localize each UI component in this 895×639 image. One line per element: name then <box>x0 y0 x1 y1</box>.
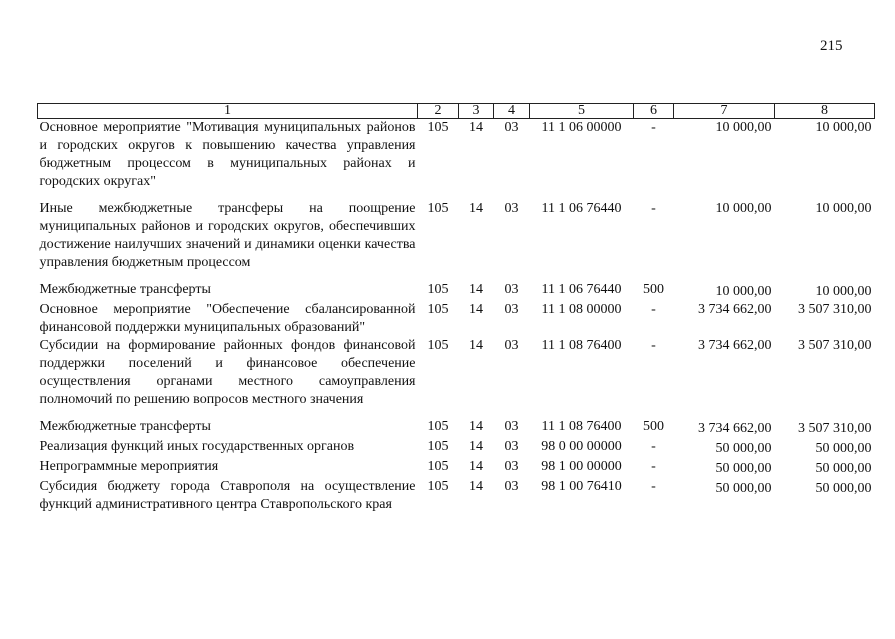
cell-subsection: 03 <box>504 338 519 353</box>
cell-amount-1: 50 000,00 <box>715 441 772 456</box>
column-header-1: 1 <box>38 104 418 119</box>
cell-section: 14 <box>469 201 483 216</box>
cell-amount-1: 10 000,00 <box>715 284 772 299</box>
cell-subsection: 03 <box>504 282 519 297</box>
cell-amount-2: 10 000,00 <box>815 120 872 135</box>
cell-amount-1: 3 734 662,00 <box>698 421 772 436</box>
cell-subsection: 03 <box>504 459 519 474</box>
cell-amount-2: 3 507 310,00 <box>798 302 872 317</box>
cell-amount-2: 50 000,00 <box>815 481 872 496</box>
cell-expense-type: 500 <box>643 282 664 297</box>
cell-target-article: 11 1 08 76400 <box>541 419 622 434</box>
cell-expense-type: - <box>651 479 656 494</box>
cell-ministry: 105 <box>427 120 449 135</box>
cell-amount-2: 3 507 310,00 <box>798 338 872 353</box>
cell-ministry: 105 <box>427 201 449 216</box>
cell-section: 14 <box>469 419 483 434</box>
table-row <box>38 337 875 418</box>
cell-subsection: 03 <box>504 479 519 494</box>
cell-expense-type: 500 <box>643 419 664 434</box>
row-name: Непрограммные мероприятия <box>39 459 219 474</box>
page-number: 215 <box>820 38 843 54</box>
row-name: Реализация функций иных государственных органов <box>39 439 355 454</box>
cell-amount-2: 50 000,00 <box>815 441 872 456</box>
cell-ministry: 105 <box>427 302 449 317</box>
row-name: Межбюджетные трансферты <box>39 419 211 434</box>
cell-amount-1: 50 000,00 <box>715 461 772 476</box>
cell-section: 14 <box>469 439 483 454</box>
cell-amount-1: 3 734 662,00 <box>698 302 772 317</box>
cell-amount-1: 50 000,00 <box>715 481 772 496</box>
cell-subsection: 03 <box>504 120 519 135</box>
column-header-6: 6 <box>634 104 674 119</box>
column-header-2: 2 <box>418 104 459 119</box>
cell-target-article: 11 1 06 76440 <box>541 282 622 297</box>
cell-subsection: 03 <box>504 439 519 454</box>
cell-section: 14 <box>469 479 483 494</box>
cell-target-article: 11 1 08 00000 <box>541 302 622 317</box>
cell-ministry: 105 <box>427 419 449 434</box>
column-header-8: 8 <box>775 104 875 119</box>
cell-amount-2: 50 000,00 <box>815 461 872 476</box>
cell-subsection: 03 <box>504 201 519 216</box>
cell-target-article: 98 0 00 00000 <box>541 439 622 454</box>
cell-target-article: 11 1 06 76440 <box>541 201 622 216</box>
table-row <box>38 438 875 458</box>
cell-target-article: 98 1 00 00000 <box>541 459 622 474</box>
cell-amount-2: 10 000,00 <box>815 201 872 216</box>
cell-expense-type: - <box>651 302 656 317</box>
cell-section: 14 <box>469 302 483 317</box>
table-row <box>38 478 875 514</box>
cell-section: 14 <box>469 282 483 297</box>
table-row <box>38 281 875 301</box>
cell-expense-type: - <box>651 120 656 135</box>
table-row <box>38 301 875 337</box>
cell-amount-1: 10 000,00 <box>715 120 772 135</box>
cell-section: 14 <box>469 459 483 474</box>
column-header-7: 7 <box>674 104 775 119</box>
row-name: Межбюджетные трансферты <box>39 282 211 297</box>
cell-subsection: 03 <box>504 419 519 434</box>
cell-amount-1: 10 000,00 <box>715 201 772 216</box>
table-row <box>38 458 875 478</box>
cell-amount-2: 10 000,00 <box>815 284 872 299</box>
row-name: Основное мероприятие "Мотивация муниципальных районов и городских округов к повышению качества управления бюджетным процессом в муниципальных районах и городских округах" <box>39 120 416 189</box>
cell-target-article: 11 1 06 00000 <box>541 120 622 135</box>
cell-target-article: 98 1 00 76410 <box>541 479 622 494</box>
row-name: Субсидия бюджету города Ставрополя на осуществление функций административного центра Ставропольского края <box>39 479 416 512</box>
row-name: Основное мероприятие "Обеспечение сбалансированной финансовой поддержки муниципальных образований" <box>39 302 416 335</box>
cell-ministry: 105 <box>427 459 449 474</box>
table-row <box>38 200 875 281</box>
column-header-4: 4 <box>494 104 530 119</box>
cell-ministry: 105 <box>427 338 449 353</box>
cell-section: 14 <box>469 338 483 353</box>
row-name: Субсидии на формирование районных фондов финансовой поддержки поселений и финансовое обеспечение осуществления органами местного самоуправления полномочий по решению вопросов местного значения <box>39 338 416 407</box>
column-header-5: 5 <box>530 104 634 119</box>
cell-expense-type: - <box>651 338 656 353</box>
cell-expense-type: - <box>651 459 656 474</box>
table-row <box>38 119 875 201</box>
column-header-3: 3 <box>459 104 494 119</box>
table-header-row <box>38 104 875 119</box>
budget-table <box>37 103 875 514</box>
cell-expense-type: - <box>651 439 656 454</box>
cell-ministry: 105 <box>427 439 449 454</box>
cell-amount-1: 3 734 662,00 <box>698 338 772 353</box>
cell-ministry: 105 <box>427 282 449 297</box>
cell-target-article: 11 1 08 76400 <box>541 338 622 353</box>
cell-expense-type: - <box>651 201 656 216</box>
cell-subsection: 03 <box>504 302 519 317</box>
cell-amount-2: 3 507 310,00 <box>798 421 872 436</box>
row-name: Иные межбюджетные трансферы на поощрение муниципальных районов и городских округов, обеспечивших достижение наилучших значений и динамики оценки качества управления бюджетным процессом <box>39 201 416 270</box>
cell-section: 14 <box>469 120 483 135</box>
table-row <box>38 418 875 438</box>
cell-ministry: 105 <box>427 479 449 494</box>
